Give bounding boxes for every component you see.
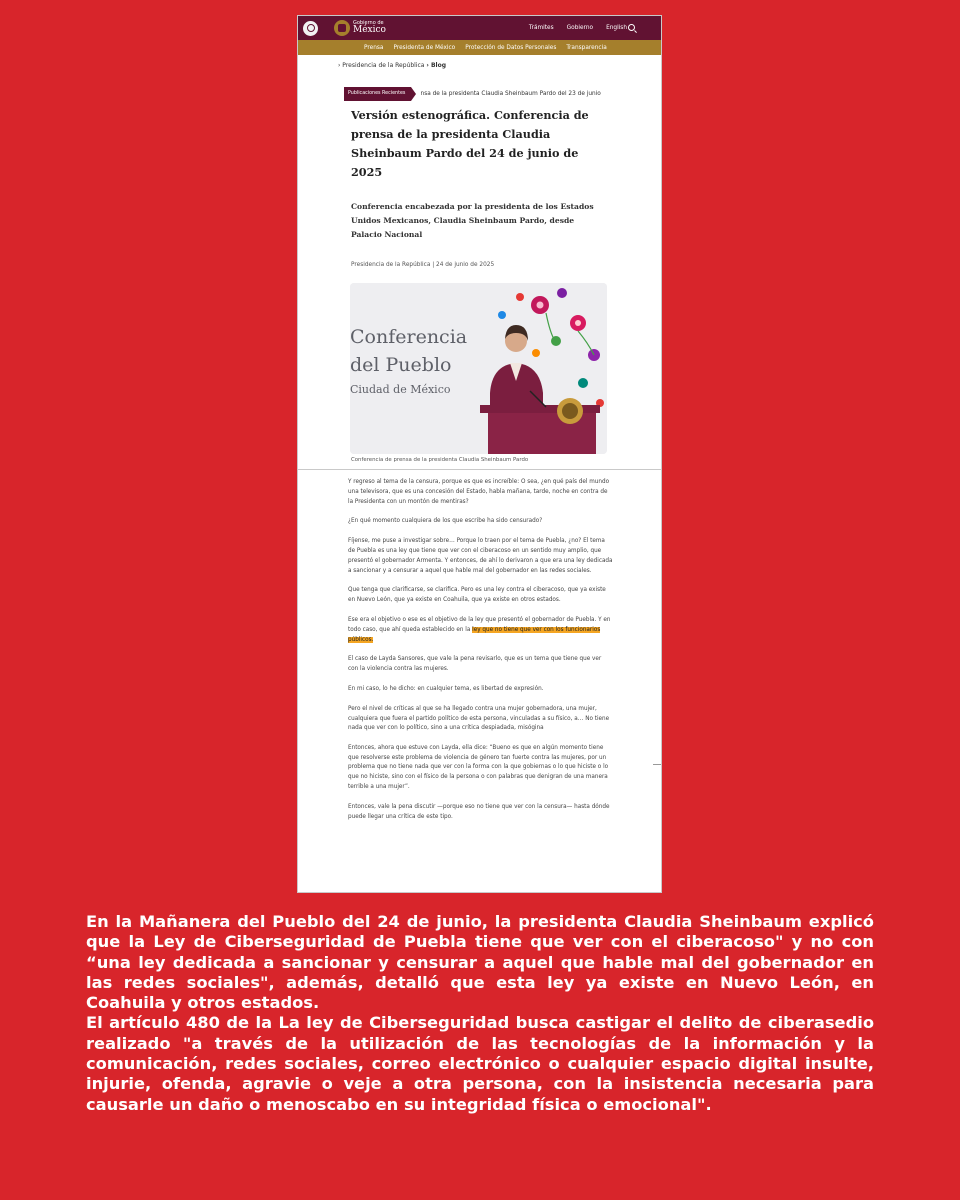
paragraph: ¿En qué momento cualquiera de los que escribe ha sido censurado? (348, 518, 543, 525)
post-caption (86, 912, 874, 1115)
article-title: Versión estenográfica. Conferencia de prensa de la presidenta Claudia Sheinbaum Pardo del 24 de junio de 2025 (351, 108, 589, 179)
website-screenshot (298, 16, 661, 892)
photo-text-conferencia: Conferencia del Pueblo (350, 326, 468, 376)
highlighted-text: ley que no tiene que ver con los funcionarios públicos. (348, 626, 601, 643)
header-links (516, 16, 627, 40)
paragraph: Y regreso al tema de la censura, porque es que es increíble: O sea, ¿en qué país del mundo una televisora, que es una concesión del Estado, habla mañana, tarde, noche en contra de la Presidenta con un montón de mentiras? (348, 479, 610, 505)
paragraph-highlighted: Ese era el objetivo o ese es el objetivo de la ley que presentó el gobernador de Puebla. Y en todo caso, que ahí queda establecido en la ley que no tiene que ver con los funcionarios públicos. (348, 616, 611, 643)
caption-paragraph-1: En la Mañanera del Pueblo del 24 de junio, la presidenta Claudia Sheinbaum explicó que la Ley de Ciberseguridad de Puebla tiene que ver con el ciberacoso" y no con “una ley dedicada a sancionar y censurar a aquel que hable mal del gobernador en las redes sociales", además, detalló que esta ley ya existe en Nuevo León, en Coahuila y otros estados. (86, 912, 874, 1013)
paragraph: Fíjense, me puse a investigar sobre… Porque lo traen por el tema de Puebla, ¿no? El tema de Puebla es una ley que tiene que ver con el ciberacoso en un sentido muy amplio, que presentó el gobernador Armenta. Y entonces, de ahí lo derivaron a que era una ley dedicada a sancionar y a censurar a aquel que hable mal del gobernador en las redes sociales. (348, 538, 613, 574)
government-header (298, 16, 661, 40)
screenshot-cut-mark (653, 764, 661, 765)
sub-navigation (298, 40, 661, 55)
gobierno-mexico-logo[interactable] (334, 20, 386, 36)
article-meta: Presidencia de la República | 24 de junio de 2025 (351, 262, 495, 268)
nav-link-gobierno[interactable]: Gobierno (566, 25, 594, 31)
ticker-label: Publicaciones Recientes (344, 87, 411, 101)
recent-publications-ticker (344, 87, 614, 101)
nav-link-english[interactable]: English (606, 25, 627, 31)
subnav-transparencia[interactable]: Transparencia (566, 44, 607, 51)
paragraph: En mi caso, lo he dicho: en cualquier tema, es libertad de expresión. (348, 685, 544, 692)
photo-text-city: Ciudad de México (350, 383, 451, 396)
accessibility-icon[interactable] (303, 21, 318, 36)
paragraph: Entonces, vale la pena discutir —porque eso no tiene que ver con la censura— hasta dónde puede llegar una crítica de este tipo. (348, 803, 610, 820)
breadcrumb (338, 62, 446, 69)
photo-caption: Conferencia de prensa de la presidenta Claudia Sheinbaum Pardo (351, 457, 529, 463)
screenshot-divider (298, 469, 661, 470)
paragraph: Pero el nivel de críticas al que se ha llegado contra una mujer gobernadora, una mujer, cualquiera que fuera el partido político de esta persona, vinculadas a su físico, a… No tiene nada que ver con lo político, sino a una crítica despiadada, misógina (348, 705, 610, 732)
paragraph: Entonces, ahora que estuve con Layda, ella dice: “Bueno es que en algún momento tiene que resolverse este problema de violencia de género tan fuerte contra las mujeres, por un problema que no tiene nada que ver con la forma con la que gobiernas o lo que hiciste o lo que no hiciste, sino con el físico de la persona o con palabras que denigran de una manera terrible a una mujer”. (348, 744, 609, 790)
ticker-text[interactable]: nsa de la presidenta Claudia Sheinbaum Pardo del 23 de junio (420, 91, 601, 97)
subnav-presidenta[interactable]: Presidenta de México (393, 44, 456, 51)
subnav-prensa[interactable]: Prensa (364, 44, 384, 51)
breadcrumb-current[interactable]: › Blog (426, 62, 447, 69)
paragraph: El caso de Layda Sansores, que vale la pena revisarlo, que es un tema que tiene que ver con la violencia contra las mujeres. (348, 656, 602, 673)
subnav-proteccion-datos[interactable]: Protección de Datos Personales (465, 44, 557, 51)
paragraph: Que tenga que clarificarse, se clarifica. Pero es una ley contra el ciberacoso, que ya existe en Nuevo León, que ya existe en Coahuila, que ya existe en otros estados. (348, 587, 606, 604)
logo-big-text: México (353, 25, 386, 35)
caption-paragraph-2: El artículo 480 de la La ley de Ciberseguridad busca castigar el delito de ciberasedio realizado "a través de la utilización de las tecnologías de la información y la comunicación, redes sociales, correo electrónico o cualquier espacio digital insulte, injurie, ofenda, agravie o veje a otra persona, con la insistencia necesaria para causarle un daño o menoscabo en su integridad física o emocional". (86, 1013, 874, 1114)
search-icon[interactable] (628, 24, 635, 31)
breadcrumb-parent[interactable]: › Presidencia de la República (338, 62, 425, 69)
eagle-emblem-icon (334, 20, 350, 36)
article-body (348, 478, 613, 832)
logo-small-text: Gobierno de (353, 20, 384, 26)
article-subtitle: Conferencia encabezada por la presidenta de los Estados Unidos Mexicanos, Claudia Sheinbaum Pardo, desde Palacio Nacional (351, 202, 594, 239)
nav-link-tramites[interactable]: Trámites (528, 25, 554, 31)
article-photo (350, 283, 607, 454)
